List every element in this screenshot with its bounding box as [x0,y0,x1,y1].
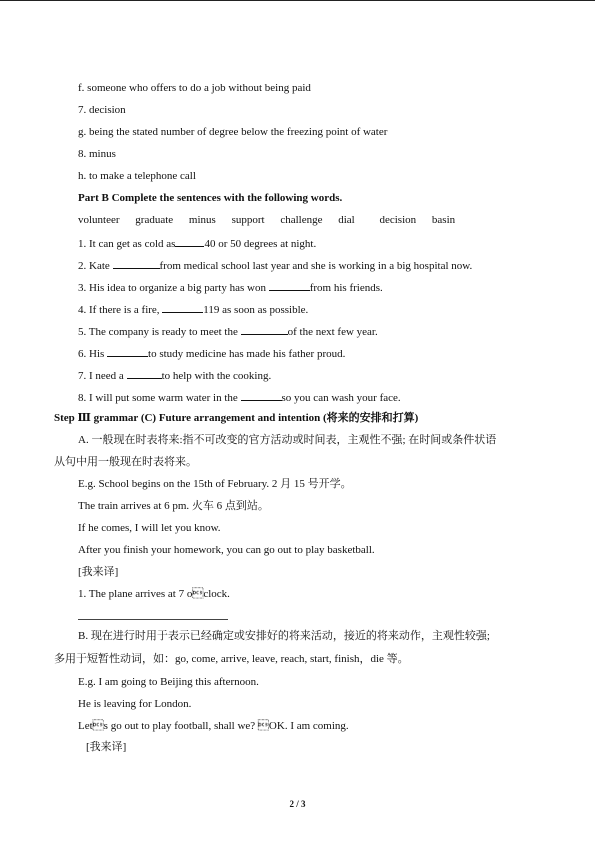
sentence-1-start: 1. It can get as cold as [78,238,176,250]
part-b-title: Part B Complete the sentences with the following words. [78,192,343,204]
page-number: 2 / 3 [289,799,306,809]
translate-label-2: [我来译] [86,741,127,753]
answer-blank[interactable] [162,301,203,313]
answer-blank[interactable] [175,235,204,247]
sentence-2-end: from medical school last year and she is working in a big hospital now. [159,260,473,272]
answer-blank[interactable] [127,367,162,379]
word-support: support [231,214,265,226]
rule-b-line-2: 多用于短暂性动词，如：go, come, arrive, leave, reach, start, finish，die 等。 [54,653,409,665]
sentence-2 [78,257,472,273]
sentence-8 [78,389,401,405]
item-8: 8. minus [78,148,116,160]
answer-blank[interactable] [241,389,282,401]
example-4: After you finish your homework, you can go out to play basketball. [78,544,375,556]
word-graduate: graduate [135,214,174,226]
example-5: E.g. I am going to Beijing this afternoon. [78,676,259,688]
sentence-3-start: 3. His idea to organize a big party has won [78,282,269,294]
sentence-7-start: 7. I need a [78,370,127,382]
example-7: Lets go out to play football, shall we? OK. I am coming. [78,720,349,732]
word-decision: decision [379,214,417,226]
definition-g: g. being the stated number of degree below the freezing point of water [78,126,388,138]
sentence-7-end: to help with the cooking. [161,370,272,382]
step-3-title: Step Ⅲ grammar (C) Future arrangement and intention (将来的安排和打算) [54,412,419,424]
word-volunteer: volunteer [78,214,120,226]
definition-f: f. someone who offers to do a job without being paid [78,82,311,94]
definition-h: h. to make a telephone call [78,170,196,182]
sentence-1-end: 40 or 50 degrees at night. [204,238,317,250]
word-minus: minus [188,214,216,226]
sentence-1 [78,235,316,251]
sentence-6-end: to study medicine has made his father proud. [148,348,346,360]
word-basin: basin [431,214,456,226]
sentence-4 [78,301,308,317]
word-challenge: challenge [280,214,323,226]
sentence-5-start: 5. The company is ready to meet the [78,326,241,338]
sentence-6 [78,345,345,361]
word-dial: dial [338,214,355,226]
rule-a-line-1: A. 一般现在时表将来:指不可改变的官方活动或时间表，主观性不强; 在时间或条件状语 [78,434,497,446]
sentence-8-end: so you can wash your face. [281,392,401,404]
sentence-3 [78,279,383,295]
sentence-7 [78,367,271,383]
answer-blank[interactable] [241,323,288,335]
answer-blank[interactable] [269,279,310,291]
sentence-4-start: 4. If there is a fire, [78,304,163,316]
word-bank [78,213,455,227]
rule-b-line-1: B. 现在进行时用于表示已经确定或安排好的将来活动，接近的将来动作，主观性较强; [78,630,490,642]
sentence-5-end: of the next few year. [287,326,378,338]
rule-a-line-2: 从句中用一般现在时表将来。 [54,456,197,468]
sentence-5 [78,323,378,339]
translation-answer-line[interactable] [78,619,228,620]
translate-item-1: 1. The plane arrives at 7 oclock. [78,588,230,600]
sentence-3-end: from his friends. [309,282,383,294]
example-2: The train arrives at 6 pm. 火车 6 点到站。 [78,500,269,512]
example-6: He is leaving for London. [78,698,192,710]
sentence-8-start: 8. I will put some warm water in the [78,392,241,404]
top-border-line [0,0,595,1]
translate-label-1: [我来译] [78,566,119,578]
answer-blank[interactable] [107,345,148,357]
sentence-4-end: 119 as soon as possible. [203,304,309,316]
example-1: E.g. School begins on the 15th of February. 2 月 15 号开学。 [78,478,352,490]
example-3: If he comes, I will let you know. [78,522,221,534]
sentence-6-start: 6. His [78,348,108,360]
item-7: 7. decision [78,104,126,116]
sentence-2-start: 2. Kate [78,260,113,272]
answer-blank[interactable] [113,257,160,269]
